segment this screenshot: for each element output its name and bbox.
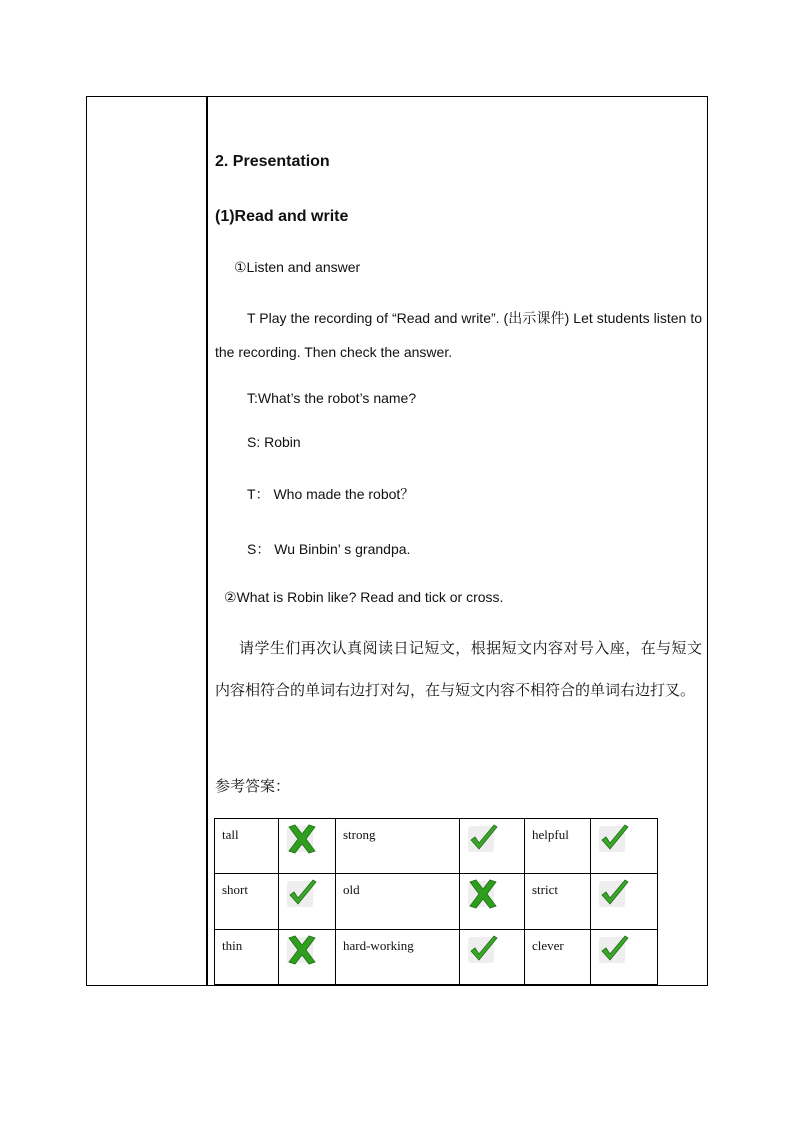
step-1-label: ①Listen and answer bbox=[234, 259, 361, 275]
answer-word: clever bbox=[525, 929, 591, 984]
cross-icon bbox=[286, 823, 318, 855]
answer-mark bbox=[591, 929, 658, 984]
answer-row bbox=[215, 819, 658, 874]
answer-mark bbox=[591, 874, 658, 929]
answer-mark bbox=[279, 874, 336, 929]
answer-label: 参考答案： bbox=[215, 777, 291, 795]
dialogue-question-2: T： Who made the robot？ bbox=[247, 486, 415, 502]
answer-mark bbox=[460, 874, 525, 929]
section-heading: 2. Presentation bbox=[215, 153, 330, 170]
answer-word: strong bbox=[336, 819, 460, 874]
answer-row bbox=[215, 874, 658, 929]
tick-icon bbox=[598, 823, 630, 855]
answer-word: short bbox=[215, 874, 279, 929]
answer-mark bbox=[460, 929, 525, 984]
dialogue-answer-2: S： Wu Binbin’ s grandpa. bbox=[247, 541, 411, 557]
answer-word: hard-working bbox=[336, 929, 460, 984]
answer-row bbox=[215, 929, 658, 984]
dialogue-question-1: T:What’s the robot’s name? bbox=[247, 390, 417, 406]
instruction-paragraph: T Play the recording of “Read and write”. (出示课件) Let students listen to the recording. Then check the answer. bbox=[215, 310, 702, 360]
cross-icon bbox=[467, 878, 499, 910]
answer-word: old bbox=[336, 874, 460, 929]
tick-icon bbox=[598, 934, 630, 966]
dialogue-answer-1: S: Robin bbox=[247, 434, 301, 450]
answer-mark bbox=[591, 819, 658, 874]
tick-icon bbox=[467, 823, 499, 855]
answer-word: tall bbox=[215, 819, 279, 874]
answer-word: strict bbox=[525, 874, 591, 929]
answer-mark bbox=[279, 819, 336, 874]
column-divider bbox=[206, 96, 208, 986]
subsection-heading: (1)Read and write bbox=[215, 208, 349, 225]
answer-mark bbox=[279, 929, 336, 984]
answer-word: thin bbox=[215, 929, 279, 984]
step-2-label: ②What is Robin like? Read and tick or cross. bbox=[224, 589, 504, 605]
cross-icon bbox=[286, 934, 318, 966]
answer-table bbox=[214, 818, 658, 985]
tick-icon bbox=[598, 878, 630, 910]
chinese-instruction: 请学生们再次认真阅读日记短文，根据短文内容对号入座，在与短文内容相符合的单词右边打对勾，在与短文内容不相符合的单词右边打叉。 bbox=[215, 639, 702, 699]
tick-icon bbox=[286, 878, 318, 910]
tick-icon bbox=[467, 934, 499, 966]
answer-word: helpful bbox=[525, 819, 591, 874]
answer-mark bbox=[460, 819, 525, 874]
